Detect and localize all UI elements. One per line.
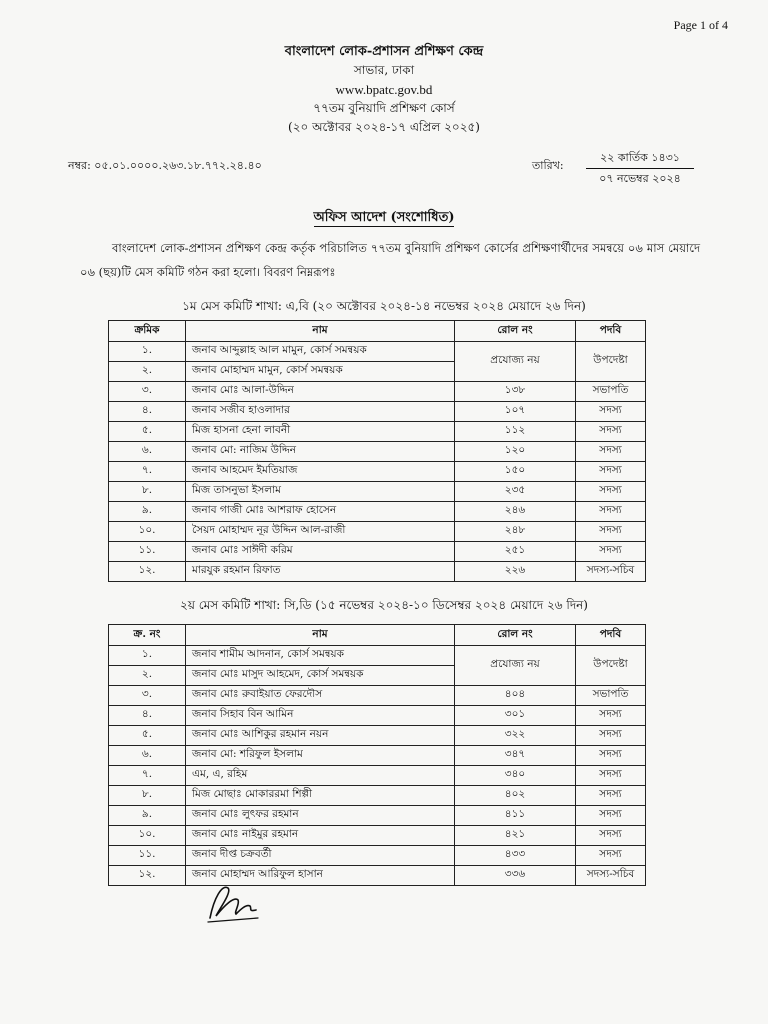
table-row: [109, 522, 646, 542]
roll-cell: ১১২: [455, 422, 576, 442]
serial-cell: ৭.: [109, 766, 186, 786]
name-cell: মিজ হাসনা হেনা লাবনী: [186, 422, 455, 442]
role-cell: সদস্য-সচিব: [576, 866, 646, 886]
serial-cell: ১.: [109, 342, 186, 362]
roll-cell: ২২৬: [455, 562, 576, 582]
memo-number: নম্বর: ০৫.০১.০০০০.২৬৩.১৮.৭৭২.২৪.৪০: [68, 159, 262, 172]
roll-cell: ৩০১: [455, 706, 576, 726]
name-cell: মিজ মোছাঃ মোকাররমা শিল্পী: [186, 786, 455, 806]
table-row: [109, 422, 646, 442]
serial-cell: ৩.: [109, 686, 186, 706]
roll-cell: ৩২২: [455, 726, 576, 746]
table-row: [109, 482, 646, 502]
name-cell: মারযুক রহমান রিফাত: [186, 562, 455, 582]
table-row: [109, 542, 646, 562]
committee2-table: [108, 624, 646, 886]
roll-cell: ২৪৮: [455, 522, 576, 542]
role-cell: সদস্য: [576, 482, 646, 502]
serial-cell: ৮.: [109, 482, 186, 502]
name-cell: জনাব সিহাব বিন আমিন: [186, 706, 455, 726]
table-row: [109, 806, 646, 826]
column-header-role: পদবি: [576, 625, 646, 646]
roll-cell: ২৩৫: [455, 482, 576, 502]
letterhead: [0, 42, 768, 137]
role-cell: সদস্য: [576, 522, 646, 542]
organization-location: সাভার, ঢাকা: [353, 63, 415, 77]
serial-cell: ১০.: [109, 522, 186, 542]
name-cell: জনাব শামীম আদনান, কোর্স সমন্বয়ক: [186, 646, 455, 666]
name-cell: জনাব মোঃ রুবাইয়াত ফেরদৌস: [186, 686, 455, 706]
serial-cell: ৩.: [109, 382, 186, 402]
role-cell: সভাপতি: [576, 382, 646, 402]
role-cell: সদস্য: [576, 786, 646, 806]
column-header-role: পদবি: [576, 321, 646, 342]
table-row: [109, 726, 646, 746]
role-cell: সদস্য-সচিব: [576, 562, 646, 582]
course-period: (২০ অক্টোবর ২০২৪-১৭ এপ্রিল ২০২৫): [288, 120, 480, 134]
organization-name: বাংলাদেশ লোক-প্রশাসন প্রশিক্ষণ কেন্দ্র: [284, 44, 484, 59]
roll-cell: ৪১১: [455, 806, 576, 826]
name-cell: জনাব মোঃ আশিকুর রহমান নয়ন: [186, 726, 455, 746]
serial-cell: ১২.: [109, 866, 186, 886]
roll-cell: ৪০২: [455, 786, 576, 806]
date-bangla: ২২ কার্তিক ১৪৩১: [600, 151, 680, 164]
name-cell: জনাব মোহাম্মদ মামুন, কোর্স সমন্বয়ক: [186, 362, 455, 382]
column-header-name: নাম: [186, 625, 455, 646]
serial-cell: ৫.: [109, 422, 186, 442]
serial-cell: ৫.: [109, 726, 186, 746]
committee1-table: [108, 320, 646, 582]
roll-cell: প্রযোজ্য নয়: [455, 646, 576, 686]
table-row: [109, 342, 646, 362]
name-cell: জনাব মো: নাজিম উদ্দিন: [186, 442, 455, 462]
role-cell: সদস্য: [576, 442, 646, 462]
name-cell: জনাব গাজী মোঃ আশরাফ হোসেন: [186, 502, 455, 522]
column-header-roll: রোল নং: [455, 321, 576, 342]
name-cell: জনাব মোহাম্মদ আরিফুল হাসান: [186, 866, 455, 886]
serial-cell: ১০.: [109, 826, 186, 846]
role-cell: সদস্য: [576, 542, 646, 562]
page-number: Page 1 of 4: [673, 18, 728, 32]
table-header-row: [109, 321, 646, 342]
document-title: অফিস আদেশ (সংশোধিত): [313, 210, 455, 225]
role-cell: সদস্য: [576, 766, 646, 786]
roll-cell: ২৪৬: [455, 502, 576, 522]
roll-cell: ১০৭: [455, 402, 576, 422]
roll-cell: ৪২১: [455, 826, 576, 846]
table-row: [109, 562, 646, 582]
role-cell: সদস্য: [576, 806, 646, 826]
committee2-caption: ২য় মেস কমিটি শাখা: সি,ডি (১৫ নভেম্বর ২০২৪-১০ ডিসেম্বর ২০২৪ মেয়াদে ২৬ দিন): [180, 598, 588, 612]
order-body: বাংলাদেশ লোক-প্রশাসন প্রশিক্ষণ কেন্দ্র কর্তৃক পরিচালিত ৭৭তম বুনিয়াদি প্রশিক্ষণ কোর্সের প্রশিক্ষণার্থীদের সমন্বয়ে ০৬ মাস মেয়াদে ০৬ (ছয়)টি মেস কমিটি গঠন করা হলো। বিবরণ নিম্নরূপঃ: [80, 241, 700, 279]
name-cell: জনাব আব্দুল্লাহ আল মামুন, কোর্স সমন্বয়ক: [186, 342, 455, 362]
website-link[interactable]: www.bpatc.gov.bd: [335, 82, 433, 97]
roll-cell: ৩৪৭: [455, 746, 576, 766]
column-header-name: নাম: [186, 321, 455, 342]
role-cell: সদস্য: [576, 746, 646, 766]
table-row: [109, 502, 646, 522]
roll-cell: ২৫১: [455, 542, 576, 562]
serial-cell: ৪.: [109, 402, 186, 422]
serial-cell: ৯.: [109, 502, 186, 522]
name-cell: জনাব মোঃ সাঈদী করিম: [186, 542, 455, 562]
role-cell: সদস্য: [576, 846, 646, 866]
role-cell: উপদেষ্টা: [576, 646, 646, 686]
roll-cell: ৪০৪: [455, 686, 576, 706]
role-cell: সদস্য: [576, 826, 646, 846]
table-row: [109, 646, 646, 666]
table-row: [109, 462, 646, 482]
name-cell: জনাব সজীব হাওলাদার: [186, 402, 455, 422]
date-label: তারিখ:: [532, 159, 564, 172]
roll-cell: ১৫০: [455, 462, 576, 482]
role-cell: সদস্য: [576, 726, 646, 746]
name-cell: জনাব মোঃ লুৎফর রহমান: [186, 806, 455, 826]
date-divider: [586, 168, 694, 169]
column-header-serial: ক্র. নং: [109, 625, 186, 646]
table-row: [109, 746, 646, 766]
table-row: [109, 826, 646, 846]
role-cell: উপদেষ্টা: [576, 342, 646, 382]
serial-cell: ৬.: [109, 746, 186, 766]
role-cell: সদস্য: [576, 402, 646, 422]
name-cell: জনাব মোঃ আলা-উদ্দিন: [186, 382, 455, 402]
roll-cell: প্রযোজ্য নয়: [455, 342, 576, 382]
table-row: [109, 706, 646, 726]
serial-cell: ১২.: [109, 562, 186, 582]
name-cell: জনাব আহমেদ ইমতিয়াজ: [186, 462, 455, 482]
name-cell: এম, এ, রহিম: [186, 766, 455, 786]
table-row: [109, 786, 646, 806]
name-cell: জনাব মো: শরিফুল ইসলাম: [186, 746, 455, 766]
column-header-serial: ক্রমিক: [109, 321, 186, 342]
role-cell: সদস্য: [576, 502, 646, 522]
name-cell: সৈয়দ মোহাম্মদ নূর উদ্দিন আল-রাজী: [186, 522, 455, 542]
role-cell: সদস্য: [576, 422, 646, 442]
role-cell: সদস্য: [576, 706, 646, 726]
roll-cell: ৪৩৩: [455, 846, 576, 866]
column-header-roll: রোল নং: [455, 625, 576, 646]
serial-cell: ৯.: [109, 806, 186, 826]
serial-cell: ৬.: [109, 442, 186, 462]
table-row: [109, 846, 646, 866]
serial-cell: ১১.: [109, 542, 186, 562]
roll-cell: ১৩৮: [455, 382, 576, 402]
date-gregorian: ০৭ নভেম্বর ২০২৪: [599, 172, 681, 185]
table-row: [109, 766, 646, 786]
name-cell: জনাব মোঃ মাসুদ আহমেদ, কোর্স সমন্বয়ক: [186, 666, 455, 686]
roll-cell: ৩৪০: [455, 766, 576, 786]
signature-icon: [200, 878, 264, 932]
name-cell: জনাব মোঃ নাইমুর রহমান: [186, 826, 455, 846]
name-cell: জনাব দীপ্ত চক্রবর্তী: [186, 846, 455, 866]
roll-cell: ১২০: [455, 442, 576, 462]
serial-cell: ২.: [109, 362, 186, 382]
role-cell: সদস্য: [576, 462, 646, 482]
roll-cell: ৩৩৬: [455, 866, 576, 886]
table-row: [109, 382, 646, 402]
table-row: [109, 686, 646, 706]
serial-cell: ৮.: [109, 786, 186, 806]
serial-cell: ৭.: [109, 462, 186, 482]
table-header-row: [109, 625, 646, 646]
name-cell: মিজ তাসনুভা ইসলাম: [186, 482, 455, 502]
serial-cell: ১.: [109, 646, 186, 666]
committee1-caption: ১ম মেস কমিটি শাখা: এ,বি (২০ অক্টোবর ২০২৪-১৪ নভেম্বর ২০২৪ মেয়াদে ২৬ দিন): [182, 299, 586, 313]
course-name: ৭৭তম বুনিয়াদি প্রশিক্ষণ কোর্স: [313, 101, 455, 115]
table-row: [109, 866, 646, 886]
table-row: [109, 402, 646, 422]
table-row: [109, 442, 646, 462]
serial-cell: ১১.: [109, 846, 186, 866]
role-cell: সভাপতি: [576, 686, 646, 706]
serial-cell: ২.: [109, 666, 186, 686]
serial-cell: ৪.: [109, 706, 186, 726]
